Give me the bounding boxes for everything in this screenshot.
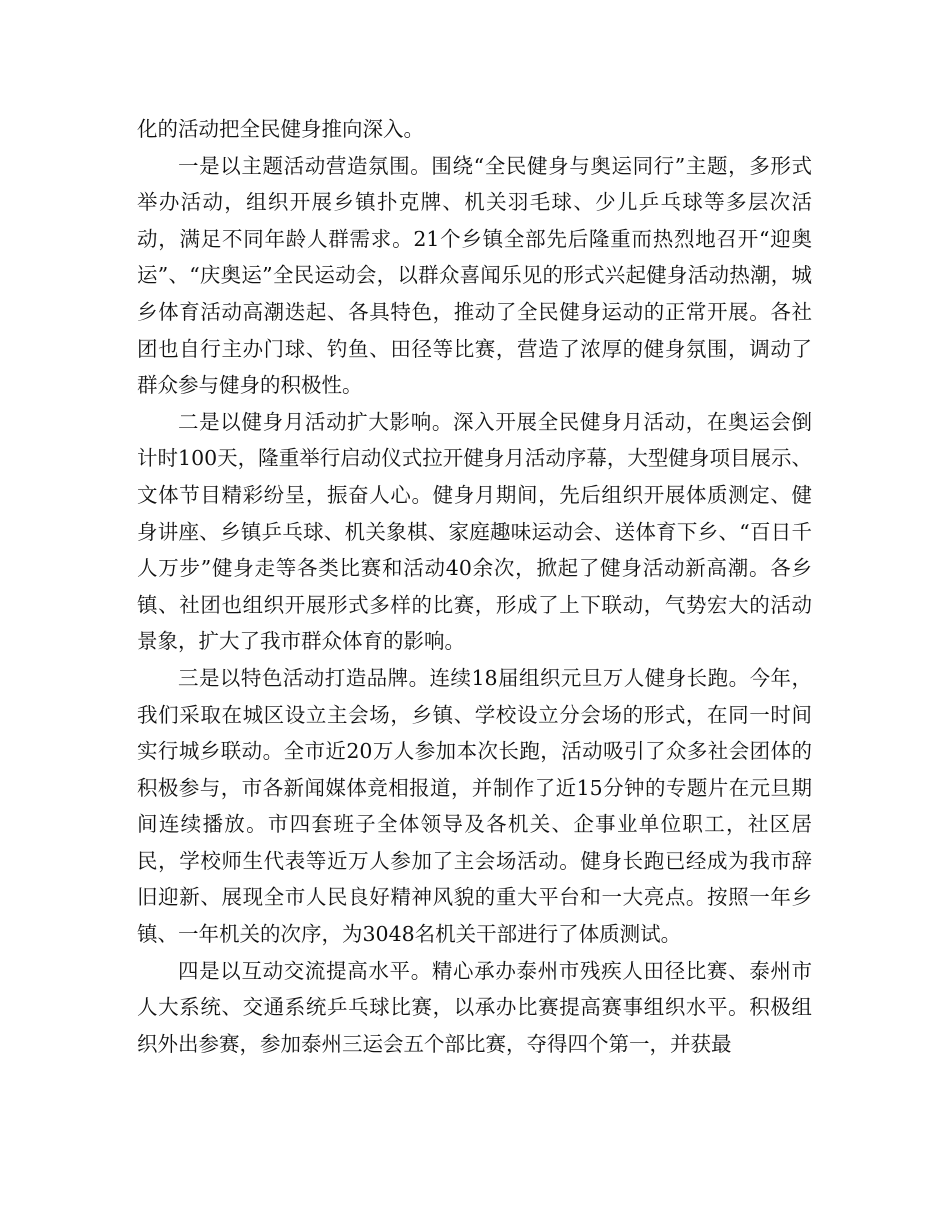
paragraph-fitness-month: 二是以健身月活动扩大影响。深入开展全民健身月活动，在奥运会倒计时100天，隆重举行启动仪式拉开健身月活动序幕，大型健身项目展示、文体节目精彩纷呈，振奋人心。健身月期间，先后组织开展体质测定、健身讲座、乡镇乒乓球、机关象棋、家庭趣味运动会、送体育下乡、“百日千人万步”健身走等各类比赛和活动40余次，掀起了健身活动新高潮。各乡镇、社团也组织开展形式多样的比赛，形成了上下联动，气势宏大的活动景象，扩大了我市群众体育的影响。 [137,409,812,654]
paragraph-theme-activities: 一是以主题活动营造氛围。围绕“全民健身与奥运同行”主题，多形式举办活动，组织开展乡镇扑克牌、机关羽毛球、少儿乒乓球等多层次活动，满足不同年龄人群需求。21个乡镇全部先后隆重而热烈地召开“迎奥运”、“庆奥运”全民运动会，以群众喜闻乐见的形式兴起健身活动热潮，城乡体育活动高潮迭起、各具特色，推动了全民健身运动的正常开展。各社团也自行主办门球、钓鱼、田径等比赛，营造了浓厚的健身氛围，调动了群众参与健身的积极性。 [137,153,812,398]
paragraph-exchange-competitions: 四是以互动交流提高水平。精心承办泰州市残疾人田径比赛、泰州市人大系统、交通系统乒乓球比赛，以承办比赛提高赛事组织水平。积极组织外出参赛，参加泰州三运会五个部比赛，夺得四个第一，并获最 [137,958,812,1056]
paragraph-signature-events: 三是以特色活动打造品牌。连续18届组织元旦万人健身长跑。今年，我们采取在城区设立主会场，乡镇、学校设立分会场的形式，在同一时间实行城乡联动。全市近20万人参加本次长跑，活动吸引了众多社会团体的积极参与，市各新闻媒体竞相报道，并制作了近15分钟的专题片在元旦期间连续播放。市四套班子全体领导及各机关、企事业单位职工，社区居民，学校师生代表等近万人参加了主会场活动。健身长跑已经成为我市辞旧迎新、展现全市人民良好精神风貌的重大平台和一大亮点。按照一年乡镇、一年机关的次序，为3048名机关干部进行了体质测试。 [137,665,812,947]
document-body [137,111,812,1062]
paragraph-continuation: 化的活动把全民健身推向深入。 [137,117,424,141]
